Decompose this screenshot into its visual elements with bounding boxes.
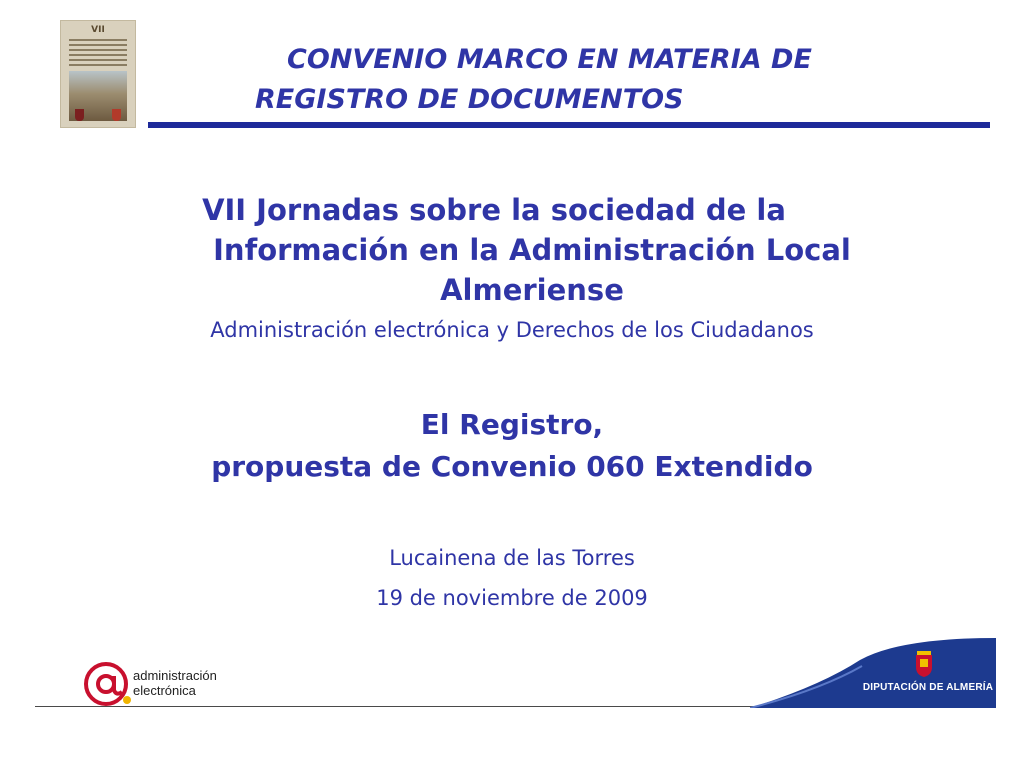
slide-title-line2: REGISTRO DE DOCUMENTOS <box>255 84 684 115</box>
event-heading-line3: Almeriense <box>440 273 624 307</box>
thumbnail-text-lines <box>69 39 127 69</box>
event-poster-thumbnail <box>60 20 136 128</box>
thumbnail-shield-right-icon <box>112 109 121 121</box>
thumbnail-label: VII <box>91 25 105 35</box>
venue: Lucainena de las Torres <box>389 546 635 570</box>
event-heading-line2: Información en la Administración Local <box>213 233 851 267</box>
administracion-electronica-logo <box>133 668 217 698</box>
event-heading <box>0 190 1024 310</box>
talk-title-line2: propuesta de Convenio 060 Extendido <box>211 450 813 483</box>
logo-admin-line1: administración <box>133 668 217 683</box>
at-sign-icon <box>82 660 132 708</box>
talk-title-line1: El Registro, <box>420 408 604 441</box>
diputacion-almeria-logo-text: DIPUTACIÓN DE ALMERÍA <box>862 682 994 693</box>
thumbnail-shield-left-icon <box>75 109 84 121</box>
logo-admin-line2: electrónica <box>133 683 196 698</box>
title-underline <box>148 122 990 128</box>
event-date: 19 de noviembre de 2009 <box>376 586 648 610</box>
diputacion-banner <box>750 638 996 708</box>
crest-icon <box>914 651 934 677</box>
slide-title <box>255 40 995 120</box>
venue-and-date <box>0 538 1024 618</box>
talk-title <box>0 404 1024 488</box>
event-subtitle: Administración electrónica y Derechos de los Ciudadanos <box>210 318 814 342</box>
slide-title-line1: CONVENIO MARCO EN MATERIA DE <box>287 44 812 75</box>
event-heading-line1: VII Jornadas sobre la sociedad de la <box>202 193 786 227</box>
